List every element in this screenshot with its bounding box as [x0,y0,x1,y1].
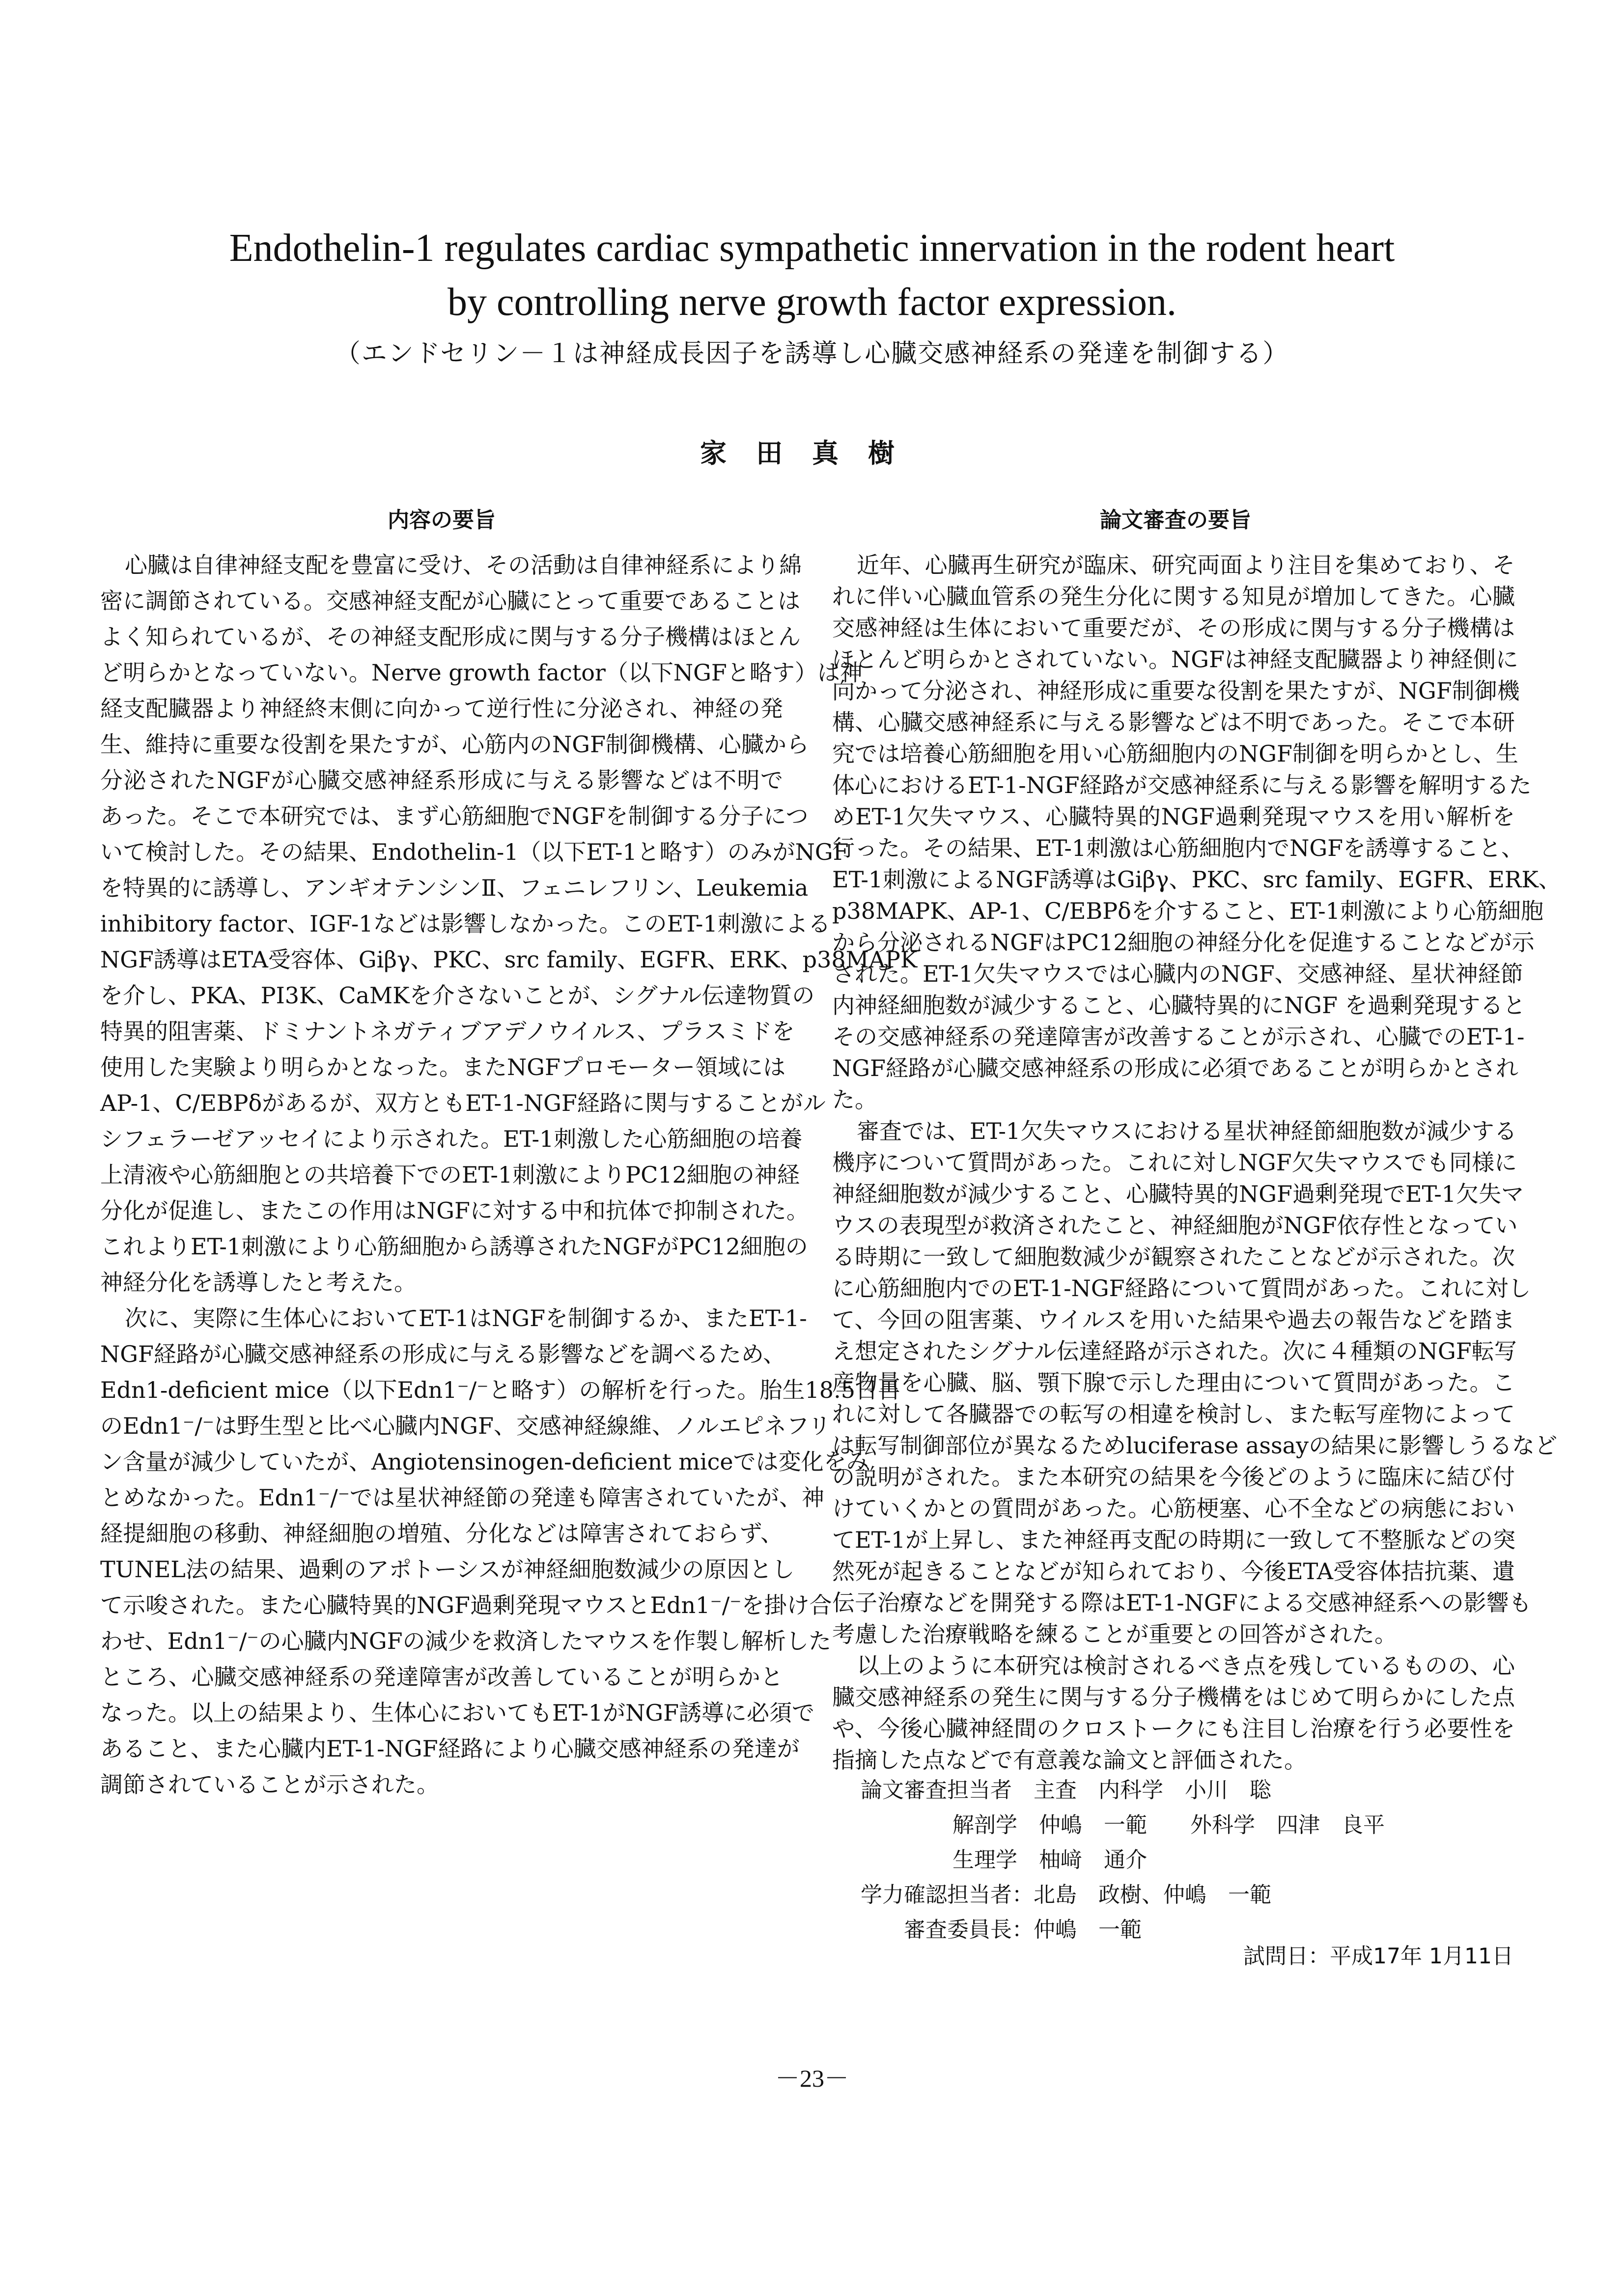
paragraph-line: 然死が起きることなどが知られており、今後ETA受容体拮抗薬、遺 [832,1558,1515,1585]
paragraph-line: を介し、PKA、PI3K、CaMKを介さないことが、シグナル伝達物質の [100,982,815,1009]
paragraph-line: ン含量が減少していたが、Angiotensinogen-deficient miceでは変化をみ [100,1448,869,1475]
paragraph-line: NGF経路が心臓交感神経系の形成に必須であることが明らかとされ [832,1055,1518,1081]
committee-competency-examiners: 学力確認担当者：北島 政樹、仲嶋 一範 [861,1882,1271,1907]
paragraph-line: 内神経細胞数が減少すること、心臓特異的にNGF を過剰発現すると [832,992,1526,1019]
paragraph-line: 考慮した治療戦略を練ることが重要との回答がされた。 [832,1621,1397,1647]
paragraph-line: ど明らかとなっていない。Nerve growth factor（以下NGFと略す）は神 [100,659,863,686]
paragraph-line: なった。以上の結果より、生体心においてもET-1がNGF誘導に必須で [100,1700,815,1726]
paragraph-line: よく知られているが、その神経支配形成に関与する分子機構はほとん [100,624,801,650]
paragraph-line: とめなかった。Edn1⁻/⁻では星状神経節の発達も障害されていたが、神 [100,1484,824,1511]
title-english-line-1: Endothelin-1 regulates cardiac sympathetic innervation in the rodent heart [229,227,1395,270]
paragraph-line: あること、また心臓内ET-1-NGF経路により心臓交感神経系の発達が [100,1735,800,1762]
paragraph-line: 経支配臓器より神経終末側に向かって逆行性に分泌され、神経の発 [100,695,783,722]
paragraph-line: あった。そこで本研究では、まず心筋細胞でNGFを制御する分子につ [100,803,809,829]
title-english-line-2: by controlling nerve growth factor expression. [447,281,1177,324]
committee-examiner-physiology: 生理学 柚﨑 通介 [952,1847,1147,1872]
review-heading: 論文審査の要旨 [1100,508,1251,533]
paragraph-line: 伝子治療などを開発する際はET-1-NGFによる交感神経系への影響も [832,1589,1532,1616]
paragraph-line: めET-1欠失マウス、心臓特異的NGF過剰発現マウスを用い解析を [832,803,1515,830]
paragraph-line: 生、維持に重要な役割を果たすが、心筋内のNGF制御機構、心臓から [100,731,809,758]
summary-body [100,547,918,1803]
page-number: －23－ [775,2065,849,2092]
review-body [832,549,1561,1776]
committee-examiners: 解剖学 仲嶋 一範 外科学 四津 良平 [952,1813,1385,1838]
paragraph-line: 機序について質問があった。これに対しNGF欠失マウスでも同様に [832,1149,1517,1176]
paragraph-line: inhibitory factor、IGF-1などは影響しなかった。このET-1刺激による [100,910,831,937]
paragraph-line: Edn1-deficient mice（以下Edn1⁻/⁻と略す）の解析を行った。胎生18.5日目 [100,1377,900,1403]
paragraph-line: 向かって分泌され、神経形成に重要な役割を果たすが、NGF制御機 [832,678,1520,704]
committee-chair: 審査委員長：仲嶋 一範 [904,1917,1142,1942]
paragraph-line: 上清液や心筋細胞との共培養下でのET-1刺激によりPC12細胞の神経 [100,1162,800,1188]
author-name: 家田真樹 [700,438,924,469]
paragraph-line: 神経分化を誘導したと考えた。 [100,1269,417,1296]
paragraph-line: 分泌されたNGFが心臓交感神経系形成に与える影響などは不明で [100,767,783,794]
paragraph-line: 次に、実際に生体心においてET-1はNGFを制御するか、またET-1- [125,1305,807,1332]
paragraph-line: p38MAPK、AP-1、C/EBPδを介すること、ET-1刺激により心筋細胞 [832,898,1543,924]
paragraph-line: や、今後心臓神経間のクロストークにも注目し治療を行う必要性を [832,1715,1515,1742]
paragraph-line: 分化が促進し、またこの作用はNGFに対する中和抗体で抑制された。 [100,1197,809,1224]
paragraph-line: て、今回の阻害薬、ウイルスを用いた結果や過去の報告などを踏ま [832,1306,1515,1333]
paragraph-line: これよりET-1刺激により心筋細胞から誘導されたNGFがPC12細胞の [100,1233,808,1260]
summary-heading: 内容の要旨 [388,508,496,533]
paragraph-line: た。 [832,1086,877,1113]
paragraph-line: のEdn1⁻/⁻は野生型と比べ心臓内NGF、交感神経線維、ノルエピネフリ [100,1413,831,1439]
paragraph-line: 神経細胞数が減少すること、心臓特異的NGF過剰発現でET-1欠失マ [832,1181,1524,1207]
paragraph-line: る時期に一致して細胞数減少が観察されたことなどが示された。次 [832,1244,1515,1270]
paragraph-line: ところ、心臓交感神経系の発達障害が改善していることが明らかと [100,1664,784,1690]
paragraph-line: 究では培養心筋細胞を用い心筋細胞内のNGF制御を明らかとし、生 [832,740,1518,767]
paragraph-line: 特異的阻害薬、ドミナントネガティブアデノウイルス、プラスミドを [100,1018,795,1045]
paragraph-line: 以上のように本研究は検討されるべき点を残しているものの、心 [857,1652,1515,1679]
paragraph-line: NGF経路が心臓交感神経系の形成に与える影響などを調べるため、 [100,1341,786,1367]
paragraph-line: 近年、心臓再生研究が臨床、研究両面より注目を集めており、そ [857,552,1515,578]
paragraph-line: 行った。その結果、ET-1刺激は心筋細胞内でNGFを誘導すること、 [832,835,1524,861]
paragraph-line: え想定されたシグナル伝達経路が示された。次に４種類のNGF転写 [832,1338,1517,1364]
paragraph-line: された。ET-1欠失マウスでは心臓内のNGF、交感神経、星状神経節 [832,961,1523,987]
paragraph-line: れに伴い心臓血管系の発生分化に関する知見が増加してきた。心臓 [832,583,1515,610]
paragraph-line: いて検討した。その結果、Endothelin-1（以下ET-1と略す）のみがNGF [100,839,849,865]
paragraph-line: 心臓は自律神経支配を豊富に受け、その活動は自律神経系により綿 [125,552,802,578]
paragraph-line: 使用した実験より明らかとなった。またNGFプロモーター領域には [100,1054,786,1080]
paragraph-line: れに対して各臓器での転写の相違を検討し、また転写産物によって [832,1401,1515,1427]
paragraph-line: は転写制御部位が異なるためluciferase assayの結果に影響しうるなど [832,1432,1557,1459]
paragraph-line: を特異的に誘導し、アンギオテンシンⅡ、フェニレフリン、Leukemia [100,875,809,901]
paragraph-line: 産物量を心臓、脳、顎下腺で示した理由について質問があった。こ [832,1369,1515,1396]
paragraph-line: 密に調節されている。交感神経支配が心臓にとって重要であることは [100,588,801,614]
paragraph-line: 構、心臓交感神経系に与える影響などは不明であった。そこで本研 [832,709,1515,736]
paragraph-line: 臓交感神経系の発生に関与する分子機構をはじめて明らかにした点 [832,1684,1515,1710]
paragraph-line: 経提細胞の移動、神経細胞の増殖、分化などは障害されておらず、 [100,1520,783,1547]
paragraph-line: ET-1刺激によるNGF誘導はGiβγ、PKC、src family、EGFR、ERK、 [832,866,1561,893]
paragraph-line: て示唆された。また心臓特異的NGF過剰発現マウスとEdn1⁻/⁻を掛け合 [100,1592,832,1618]
paragraph-line: NGF誘導はETA受容体、Giβγ、PKC、src family、EGFR、ERK、p38MAPK [100,946,918,973]
paragraph-line: てET-1が上昇し、また神経再支配の時期に一致して不整脈などの突 [832,1527,1516,1553]
paragraph-line: に心筋細胞内でのET-1-NGF経路について質問があった。これに対し [832,1275,1531,1302]
paragraph-line: AP-1、C/EBPδがあるが、双方ともET-1-NGF経路に関与することがル [100,1090,826,1116]
exam-date: 試問日：平成17年 1月11日 [1243,1944,1513,1969]
paragraph-line: シフェラーゼアッセイにより示された。ET-1刺激した心筋細胞の培養 [100,1126,803,1152]
title-japanese: （エンドセリン－１は神経成長因子を誘導し心臓交感神経系の発達を制御する） [335,339,1289,368]
paragraph-line: 体心におけるET-1-NGF経路が交感神経系に与える影響を解明するた [832,772,1532,798]
paragraph-line: けていくかとの質問があった。心筋梗塞、心不全などの病態におい [832,1495,1515,1522]
paragraph-line: 審査では、ET-1欠失マウスにおける星状神経節細胞数が減少する [857,1118,1517,1144]
paragraph-line: ほとんど明らかとされていない。NGFは神経支配臓器より神経側に [832,646,1518,673]
paragraph-line: TUNEL法の結果、過剰のアポトーシスが神経細胞数減少の原因とし [100,1556,795,1583]
committee-chief-examiner: 論文審査担当者 主査 内科学 小川 聡 [861,1778,1271,1803]
paragraph-line: 指摘した点などで有意義な論文と評価された。 [832,1747,1307,1773]
paragraph-line: の説明がされた。また本研究の結果を今後どのように臨床に結び付 [832,1464,1515,1490]
paragraph-line: 調節されていることが示された。 [100,1771,439,1798]
paragraph-line: から分泌されるNGFはPC12細胞の神経分化を促進することなどが示 [832,929,1535,956]
paragraph-line: 交感神経は生体において重要だが、その形成に関与する分子機構は [832,615,1515,641]
paragraph-line: わせ、Edn1⁻/⁻の心臓内NGFの減少を救済したマウスを作製し解析した [100,1628,832,1654]
paragraph-line: その交感神経系の発達障害が改善することが示され、心臓でのET-1- [832,1023,1525,1050]
paragraph-line: ウスの表現型が救済されたこと、神経細胞がNGF依存性となってい [832,1212,1518,1239]
